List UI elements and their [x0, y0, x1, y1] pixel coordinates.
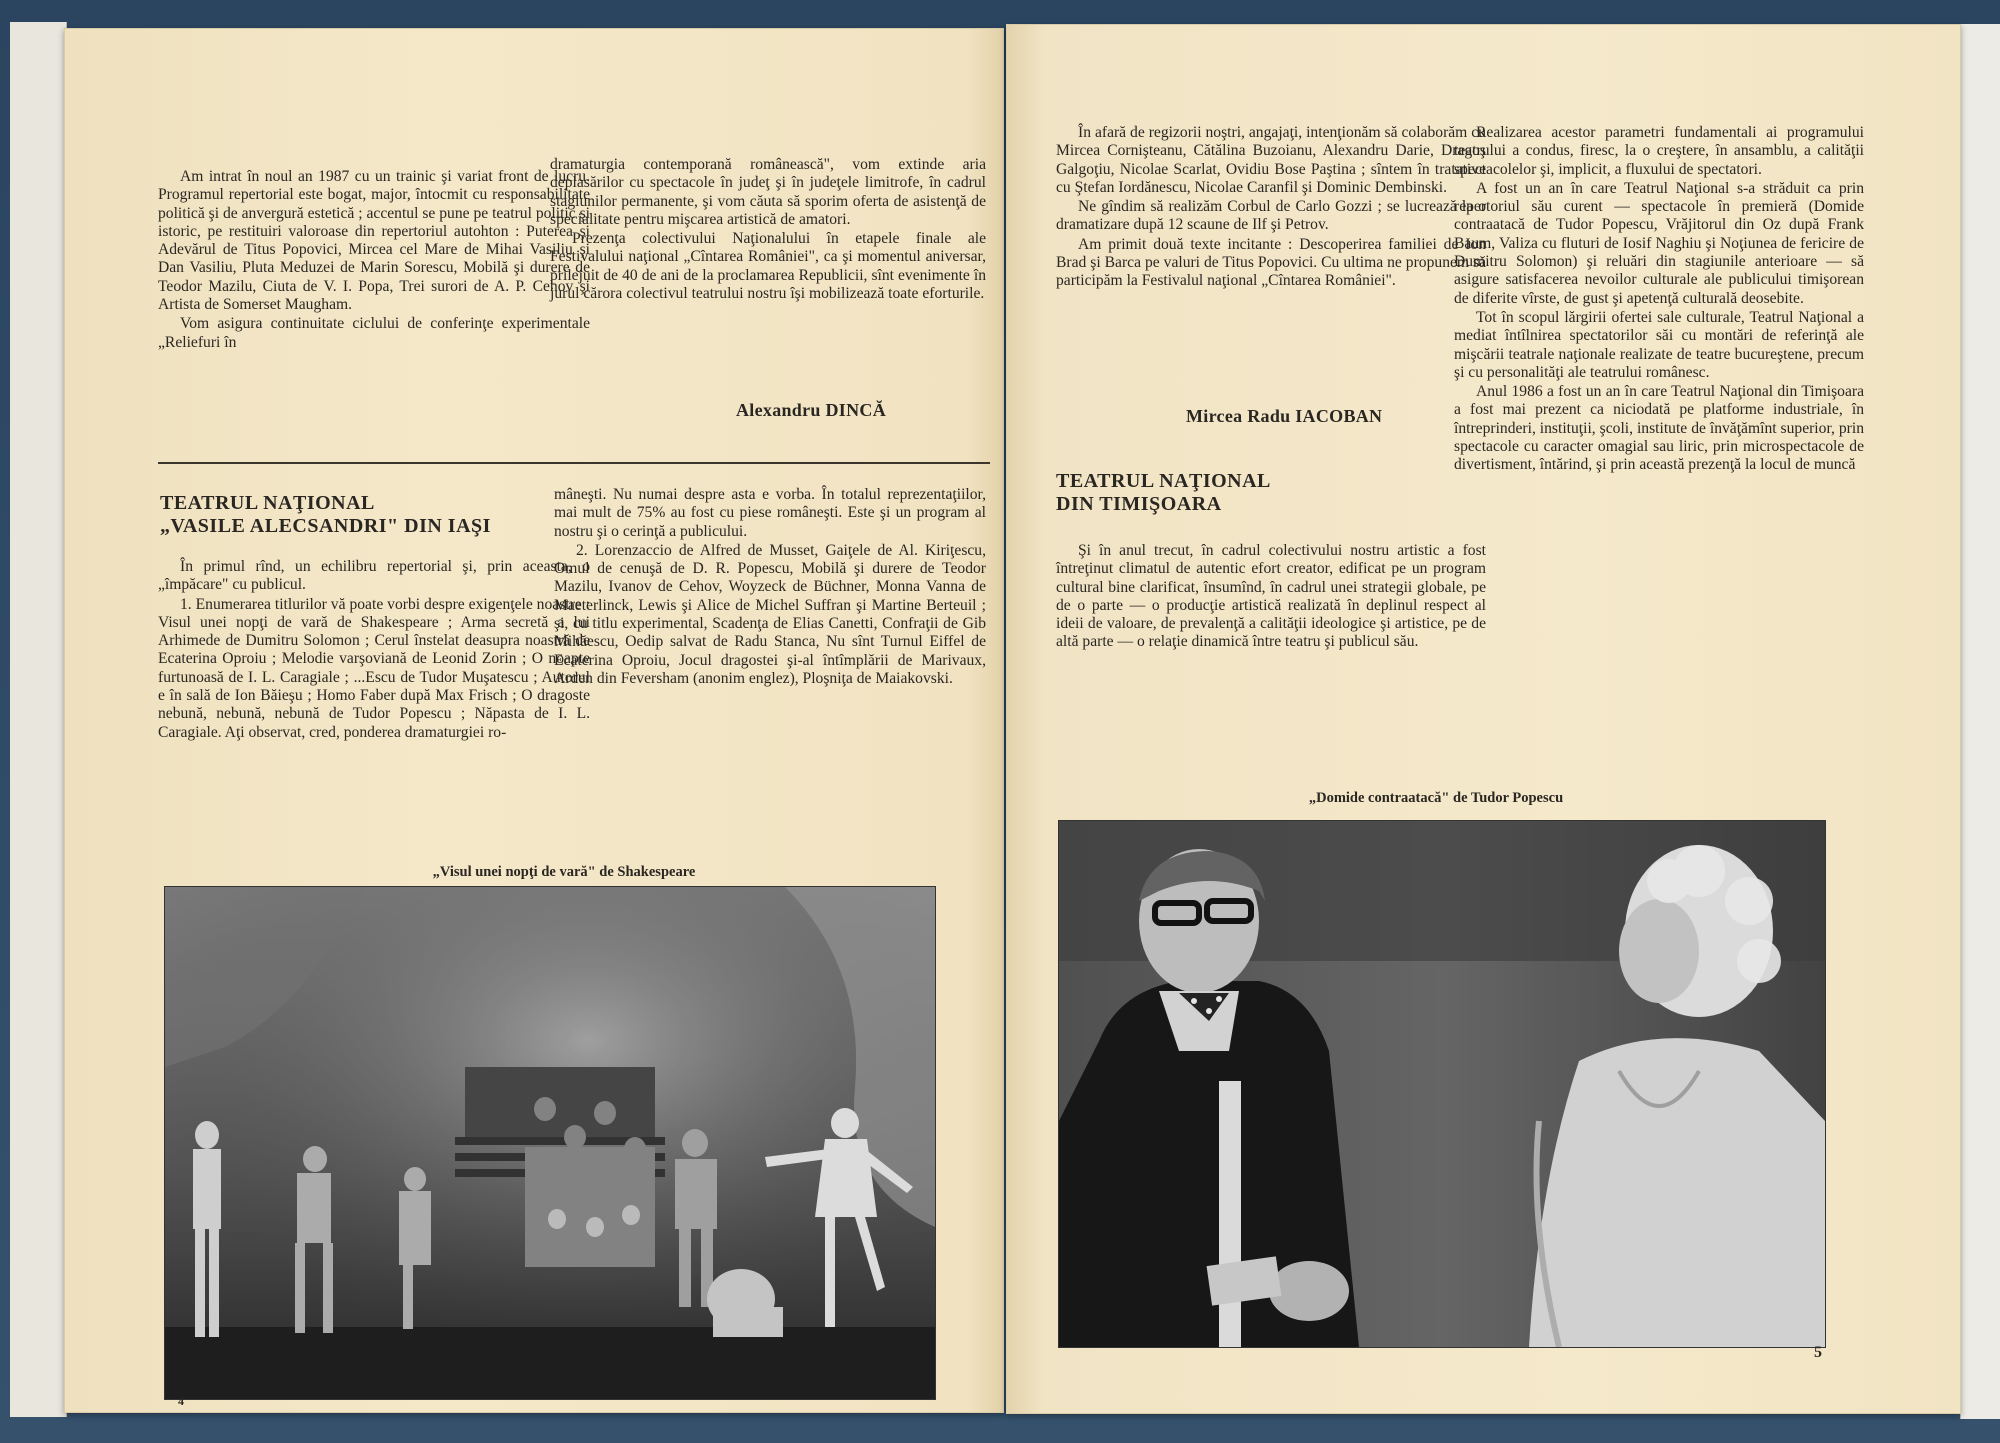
- right-column-2: [1454, 124, 1864, 476]
- heading-line: „VASILE ALECSANDRI" DIN IAŞI: [160, 515, 491, 537]
- iasi-column-1: [158, 558, 590, 743]
- paragraph: mâneşti. Nu numai despre asta e vorba. În totalul reprezentaţiilor, mai mult de 75% au fost cu piese româneşti. Este şi un program al nostru şi o cerinţă a publicului.: [554, 486, 986, 540]
- heading-line: TEATRUL NAŢIONAL: [1056, 470, 1271, 492]
- section-heading-timisoara: [1056, 470, 1476, 516]
- stage-photo-illustration: [165, 887, 935, 1399]
- photo-caption-domide: „Domide contraatacă" de Tudor Popescu: [1308, 790, 1564, 806]
- stage-photo-illustration: [1059, 821, 1825, 1347]
- right-page: [1006, 24, 1961, 1414]
- paragraph: Anul 1986 a fost un an în care Teatrul Naţional din Timişoara a fost mai prezent ca niciodată pe platforme industriale, în întreprinderi, instituţii, şcoli, institute de învăţămînt superior, prin spectacole cu caracter omagial sau liric, prin microspectacole de divertisment, întărind, şi prin această prezenţă la locul de muncă: [1454, 383, 1864, 474]
- heading-line: DIN TIMIŞOARA: [1056, 493, 1222, 515]
- iasi-column-2: [554, 486, 986, 689]
- intro-column-2: [550, 156, 986, 304]
- section-heading-iasi: [160, 492, 580, 538]
- right-column-1: [1056, 124, 1486, 292]
- timisoara-column-1: [1056, 542, 1486, 653]
- stage-photo-domide: [1058, 820, 1826, 1348]
- paragraph: Vom asigura continuitate ciclului de conferinţe experimentale „Reliefuri în: [158, 315, 590, 351]
- intro-column-1: [158, 168, 590, 353]
- paragraph: 1. Enumerarea titlurilor vă poate vorbi despre exigenţele noastre : Visul unei nopţi de vară de Shakespeare ; Arma secretă a lui Arhimede de Dumitru Solomon ; Cerul înstelat deasupra noastră de Ecaterina Oproiu ; Melodie varşoviană de Leonid Zorin ; O noapte furtunoasă de I. L. Caragiale ; ...Escu de Tudor Muşatescu ; Autorul e în sală de Ion Băieşu ; Homo Faber după Max Frisch ; O dragoste nebună, nebună, nebună de Tudor Popescu ; Năpasta de I. L. Caragiale. Aţi observat, cred, ponderea dramaturgiei ro-: [158, 595, 590, 741]
- signature-dinca: Alexandru DINCĂ: [736, 400, 887, 420]
- paragraph: Tot în scopul lărgirii ofertei sale culturale, Teatrul Naţional a mediat întîlnirea spectatorilor săi cu montări de referinţă ale mişcării teatrale naţionale realizate de teatre bucureştene, precum şi cu personalităţi ale teatrului românesc.: [1454, 308, 1864, 381]
- photo-caption-shakespeare: „Visul unei nopţi de vară" de Shakespeare: [432, 864, 696, 880]
- paragraph: În afară de regizorii noştri, angajaţi, intenţionăm să colaborăm cu Mircea Cornişteanu, Cătălina Buzoianu, Alexandru Darie, Dragoş Galgoţiu, Nicolae Scarlat, Ovidiu Bose Paştina ; sîntem în tratative cu Ştefan Iordănescu, Nicolae Caranfil şi Dominic Dembinski.: [1056, 124, 1486, 196]
- paragraph: dramaturgia contemporană românească", vom extinde aria deplasărilor cu spectacole în judeţ şi în judeţele limitrofe, în cadrul stagiunilor permanente, şi vom căuta să sporim oferta de asistenţă de specialitate pentru mişcarea artistică de amatori.: [550, 156, 986, 228]
- paragraph: Am primit două texte incitante : Descoperirea familiei de Ion Brad şi Barca pe valuri de Titus Popovici. Cu ultima ne propunem să participăm la Festivalul naţional „Cîntarea României".: [1056, 235, 1486, 290]
- paragraph: Şi în anul trecut, în cadrul colectivului nostru artistic a fost întreţinut climatul de autentic efort creator, edificat pe un program cultural bine clarificat, însumînd, în cadrul unei strategii globale, pe de o parte — o producţie artistică realizată în deplinul respect al ideii de valoare, de prevalenţă a calităţii ideologice şi artistice, pe de altă parte — o relaţie dinamică între teatru şi publicul său.: [1056, 542, 1486, 651]
- page-number-right: 5: [1814, 1344, 1822, 1361]
- heading-line: TEATRUL NAŢIONAL: [160, 492, 375, 514]
- paragraph: Am intrat în noul an 1987 cu un trainic şi variat front de lucru. Programul repertorial este bogat, major, întocmit cu responsabilitate politică şi de anvergură estetică ; accentul se pune pe teatrul politic şi istoric, pe restituiri valoroase din repertoriul autohton : Puterea şi Adevărul de Titus Popovici, Mircea cel Mare de Mihai Vasiliu şi Dan Vasiliu, Pluta Meduzei de Marin Sorescu, Mobilă şi durere de Teodor Mazilu, Ciuta de V. I. Popa, Trei surori de A. P. Cehov şi Artista de Somerset Maugham.: [158, 168, 590, 314]
- stage-photo-shakespeare: [164, 886, 936, 1400]
- paragraph: 2. Lorenzaccio de Alfred de Musset, Gaiţele de Al. Kiriţescu, Omul de cenuşă de D. R. Popescu, Mobilă şi durere de Teodor Mazilu, Ivanov de Cehov, Woyzeck de Büchner, Monna Vanna de Maeterlinck, Lewis şi Alice de Michel Suffran şi Martine Berteuil ; şi, cu titlu experimental, Scadenţa de Elias Canetti, Confraţii de Gib Mihăescu, Oedip salvat de Radu Stanca, Nu sînt Turnul Eiffel de Ecaterina Oproiu, Jocul dragostei şi-al întîmplării de Marivaux, Arden din Feversham (anonim englez), Ploşniţa de Maiakovski.: [554, 541, 986, 687]
- paragraph: A fost un an în care Teatrul Naţional s-a străduit ca prin repertoriul său curent — spectacole în premieră (Domide contraatacă de Tudor Popescu, Vrăjitorul din Oz după Frank Baum, Valiza cu fluturi de Iosif Naghiu şi Noţiunea de fericire de Dumitru Solomon) şi reluări din stagiunile anterioare — să asigure satisfacerea nevoilor culturale ale publicului timişorean de diferite vîrste, de gust şi apetenţă culturală deosebite.: [1454, 179, 1864, 307]
- page-edge-right: [1960, 24, 2000, 1419]
- page-number-left: 4: [178, 1394, 184, 1408]
- paragraph: Realizarea acestor parametri fundamentali ai programului teatrului a condus, firesc, la o creştere, în ansamblu, a calităţii spectacolelor şi, implicit, a fluxului de spectatori.: [1454, 124, 1864, 178]
- signature-iacoban: Mircea Radu IACOBAN: [1186, 406, 1383, 426]
- page-edge-left: [10, 22, 67, 1417]
- paragraph: În primul rînd, un echilibru repertorial şi, prin aceasta, o „împăcare" cu publicul.: [158, 558, 590, 594]
- paragraph: Ne gîndim să realizăm Corbul de Carlo Gozzi ; se lucrează la o dramatizare după 12 scaune de Ilf şi Petrov.: [1056, 198, 1486, 234]
- section-divider: [158, 462, 990, 464]
- left-page: [64, 28, 1004, 1413]
- paragraph: Prezenţa colectivului Naţionalului în etapele finale ale Festivalului naţional „Cîntarea României", ca şi momentul aniversar, prilejuit de 40 de ani de la proclamarea Republicii, sînt evenimente în jurul cărora colectivul teatrului nostru îşi mobilizează toate eforturile.: [550, 230, 986, 303]
